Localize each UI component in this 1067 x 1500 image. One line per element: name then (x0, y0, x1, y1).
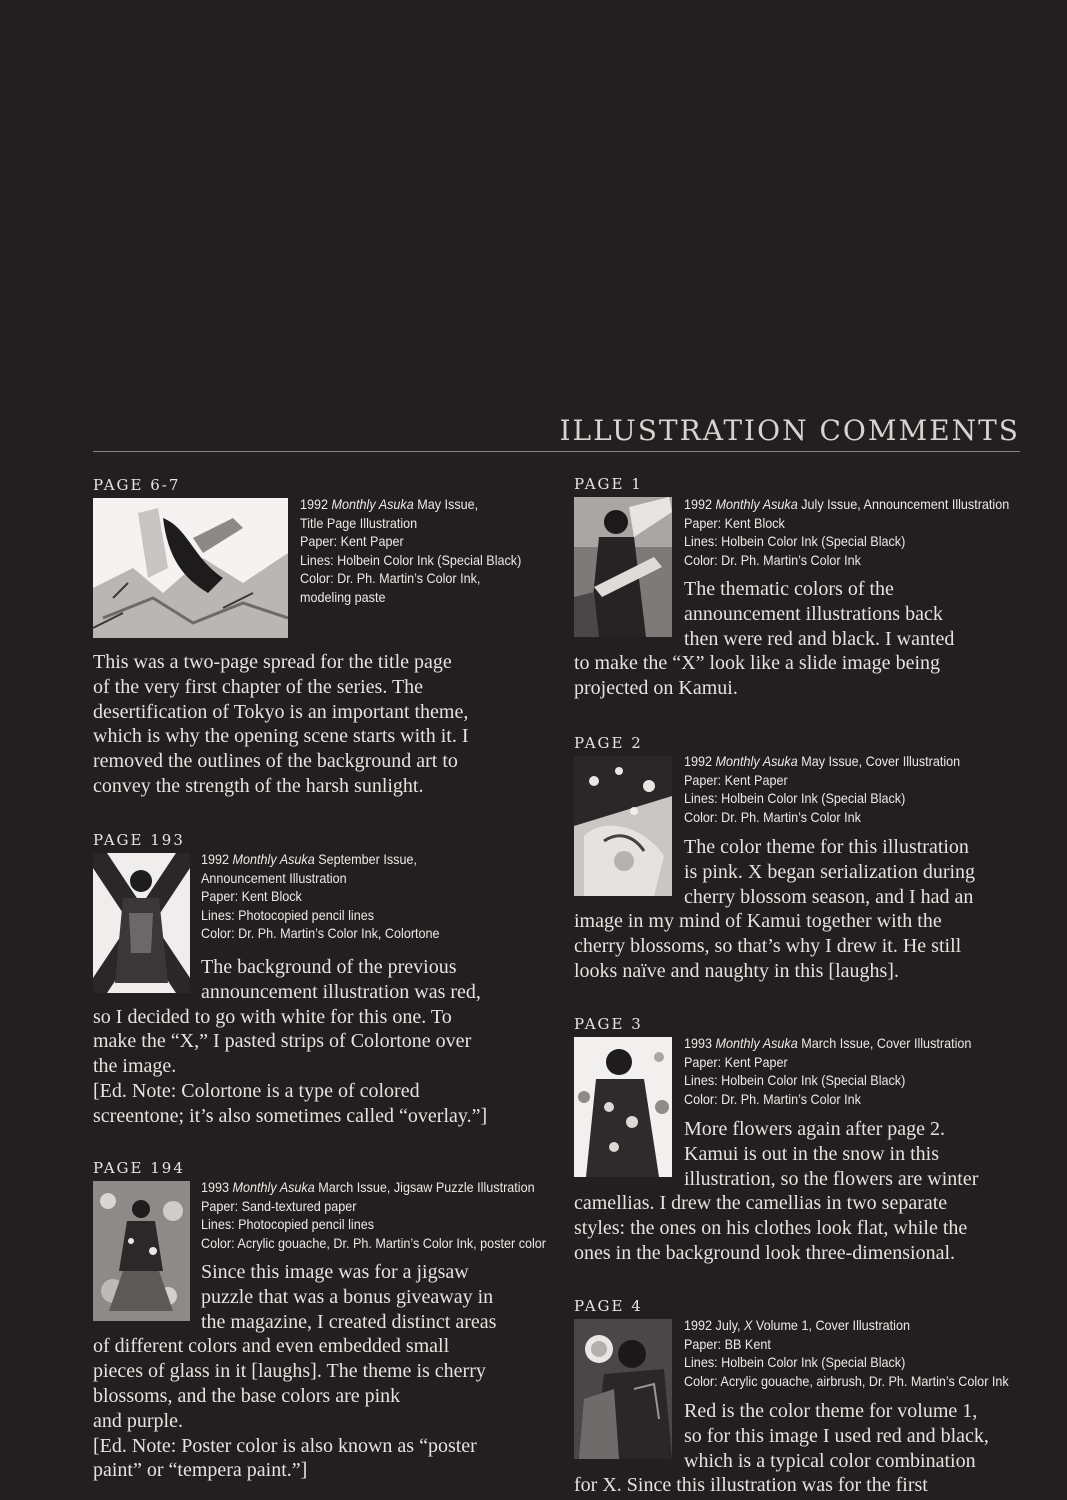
text-line: Since this image was for a jigsaw (201, 1261, 469, 1283)
meta-line: Lines: Holbein Color Ink (Special Black) (684, 533, 906, 549)
meta-line: 1992 Monthly Asuka May Issue, (300, 496, 479, 512)
thumbnail-page-2 (574, 756, 672, 896)
text-line: ones in the background look three-dimensional. (574, 1241, 956, 1264)
text-line: Kamui is out in the snow in this (684, 1142, 939, 1165)
meta-line: Paper: Kent Paper (684, 1053, 788, 1070)
text-line: announcement illustrations back (684, 602, 943, 625)
meta-line: Lines: Photocopied pencil lines (201, 906, 375, 923)
comment-page-4 (574, 1473, 928, 1498)
entry-page-1 (574, 474, 643, 494)
text-line: which is a typical color combination (684, 1449, 976, 1472)
entry-page-3 (574, 1014, 643, 1034)
text-line: puzzle that was a bonus giveaway in (201, 1285, 494, 1308)
entry-page-6-7 (93, 475, 180, 495)
page-label: PAGE 4 (574, 1297, 643, 1315)
text-line: of different colors and even embedded small (93, 1335, 450, 1358)
metadata-page-2 (684, 752, 960, 826)
meta-line: Color: Acrylic gouache, Dr. Ph. Martin’s Color Ink, poster color (201, 1234, 547, 1251)
text-line: desertification of Tokyo is an important theme, (93, 700, 469, 723)
text-line: so I decided to go with white for this one. To (93, 1005, 452, 1028)
metadata-page-4 (684, 1316, 1009, 1390)
meta-line: Announcement Illustration (201, 869, 347, 886)
meta-line: Color: Dr. Ph. Martin’s Color Ink, (300, 570, 481, 586)
text-line: pieces of glass in it [laughs]. The theme is cherry (93, 1360, 486, 1383)
meta-line: Lines: Holbein Color Ink (Special Black) (684, 1354, 906, 1370)
comment-page-193 (93, 1005, 487, 1129)
section-title: ILLUSTRATION COMMENTS (559, 414, 1020, 447)
page-label: PAGE 193 (93, 831, 185, 849)
page-label: PAGE 194 (93, 1159, 185, 1177)
text-line: cherry blossoms, so that’s why I drew it. He still (574, 935, 962, 958)
text-line: [Ed. Note: Colortone is a type of colored (93, 1079, 420, 1102)
metadata-page-1 (684, 495, 1009, 569)
thumbnail-page-194 (93, 1181, 190, 1321)
text-line: and purple. (93, 1409, 183, 1432)
metadata-page-193 (201, 850, 440, 943)
thumbnail-page-4 (574, 1319, 672, 1459)
entry-page-193 (93, 830, 185, 850)
meta-line: Color: Acrylic gouache, airbrush, Dr. Ph. Martin’s Color Ink (684, 1372, 1009, 1389)
thumbnail-page-3 (574, 1037, 672, 1177)
text-line: Red is the color theme for volume 1, (684, 1400, 978, 1422)
entry-page-194 (93, 1158, 185, 1178)
comment-page-1 (574, 651, 940, 701)
text-line: styles: the ones on his clothes look flat, while the (574, 1217, 968, 1240)
text-line: The color theme for this illustration (684, 836, 969, 858)
entry-page-4 (574, 1296, 643, 1316)
meta-line: Color: Dr. Ph. Martin’s Color Ink (684, 808, 861, 825)
comment-page-3-intro (684, 1117, 978, 1191)
text-line: the magazine, I created distinct areas (201, 1310, 497, 1333)
text-line: projected on Kamui. (574, 677, 738, 700)
comment-page-193-intro (201, 955, 481, 1005)
comment-page-6-7 (93, 650, 469, 799)
comment-page-3 (574, 1191, 967, 1265)
metadata-page-3 (684, 1034, 971, 1108)
page-label: PAGE 6-7 (93, 476, 181, 494)
meta-line: Paper: Kent Paper (684, 771, 788, 788)
text-line: camellias. I drew the camellias in two separate (574, 1192, 948, 1215)
text-line: to make the “X” look like a slide image being (574, 652, 940, 675)
section-header (93, 410, 1020, 452)
metadata-page-194 (201, 1178, 546, 1252)
comment-page-2-intro (684, 835, 975, 909)
comment-page-1-intro (684, 577, 954, 651)
text-line: illustration, so the flowers are winter (684, 1167, 979, 1190)
text-line: removed the outlines of the background art to (93, 750, 458, 773)
text-line: blossoms, and the base colors are pink (93, 1384, 401, 1407)
text-line: the image. (93, 1055, 177, 1078)
meta-line: Paper: Kent Paper (300, 533, 404, 549)
comment-page-4-intro (684, 1399, 989, 1473)
text-line: then were red and black. I wanted (684, 627, 955, 650)
metadata-page-6-7 (300, 495, 521, 606)
thumbnail-page-6-7 (93, 498, 288, 638)
text-line: image in my mind of Kamui together with the (574, 910, 942, 933)
text-line: which is why the opening scene starts with it. I (93, 725, 469, 748)
text-line: cherry blossom season, and I had an (684, 885, 974, 908)
thumbnail-page-1 (574, 497, 672, 637)
meta-line: Lines: Holbein Color Ink (Special Black) (684, 1072, 906, 1088)
text-line: [Ed. Note: Poster color is also known as “poster (93, 1434, 477, 1457)
text-line: convey the strength of the harsh sunlight. (93, 774, 424, 797)
thumbnail-page-193 (93, 853, 190, 993)
text-line: This was a two-page spread for the title page (93, 651, 452, 673)
comment-page-194-intro (201, 1260, 496, 1334)
text-line: The background of the previous (201, 956, 457, 978)
text-line: announcement illustration was red, (201, 980, 481, 1003)
text-line: is pink. X began serialization during (684, 860, 976, 883)
page-label: PAGE 1 (574, 475, 643, 493)
comment-page-2 (574, 909, 961, 983)
entry-page-2 (574, 733, 643, 753)
text-line: for X. Since this illustration was for the first (574, 1474, 928, 1497)
meta-line: Lines: Holbein Color Ink (Special Black) (684, 790, 906, 806)
text-line: of the very first chapter of the series. The (93, 675, 424, 698)
meta-line: 1992 Monthly Asuka July Issue, Announcement Illustration (684, 496, 1010, 512)
meta-line: Color: Dr. Ph. Martin’s Color Ink, Colortone (201, 925, 440, 941)
page-label: PAGE 2 (574, 734, 643, 752)
meta-line: 1992 July, X Volume 1, Cover Illustration (684, 1317, 910, 1333)
meta-line: Lines: Holbein Color Ink (Special Black) (300, 551, 522, 568)
meta-line: 1992 Monthly Asuka September Issue, (201, 851, 417, 867)
meta-line: Color: Dr. Ph. Martin’s Color Ink (684, 551, 861, 568)
text-line: so for this image I used red and black, (684, 1424, 989, 1447)
meta-line: Title Page Illustration (300, 514, 418, 531)
meta-line: Lines: Photocopied pencil lines (201, 1216, 375, 1232)
text-line: The thematic colors of the (684, 578, 894, 600)
meta-line: 1993 Monthly Asuka March Issue, Jigsaw Puzzle Illustration (201, 1179, 535, 1195)
meta-line: Color: Dr. Ph. Martin’s Color Ink (684, 1090, 861, 1107)
text-line: screentone; it’s also sometimes called “overlay.”] (93, 1104, 488, 1127)
meta-line: modeling paste (300, 588, 386, 605)
text-line: More flowers again after page 2. (684, 1118, 945, 1140)
meta-line: Paper: Kent Block (201, 888, 302, 904)
text-line: paint” or “tempera paint.”] (93, 1459, 308, 1482)
meta-line: 1992 Monthly Asuka May Issue, Cover Illustration (684, 753, 961, 769)
meta-line: Paper: BB Kent (684, 1335, 771, 1352)
text-line: looks naïve and naughty in this [laughs]. (574, 959, 899, 982)
meta-line: Paper: Sand-textured paper (201, 1197, 357, 1214)
text-line: make the “X,” I pasted strips of Colortone over (93, 1030, 472, 1053)
meta-line: Paper: Kent Block (684, 514, 785, 531)
comment-page-194 (93, 1334, 486, 1483)
page-label: PAGE 3 (574, 1015, 643, 1033)
meta-line: 1993 Monthly Asuka March Issue, Cover Illustration (684, 1035, 972, 1051)
